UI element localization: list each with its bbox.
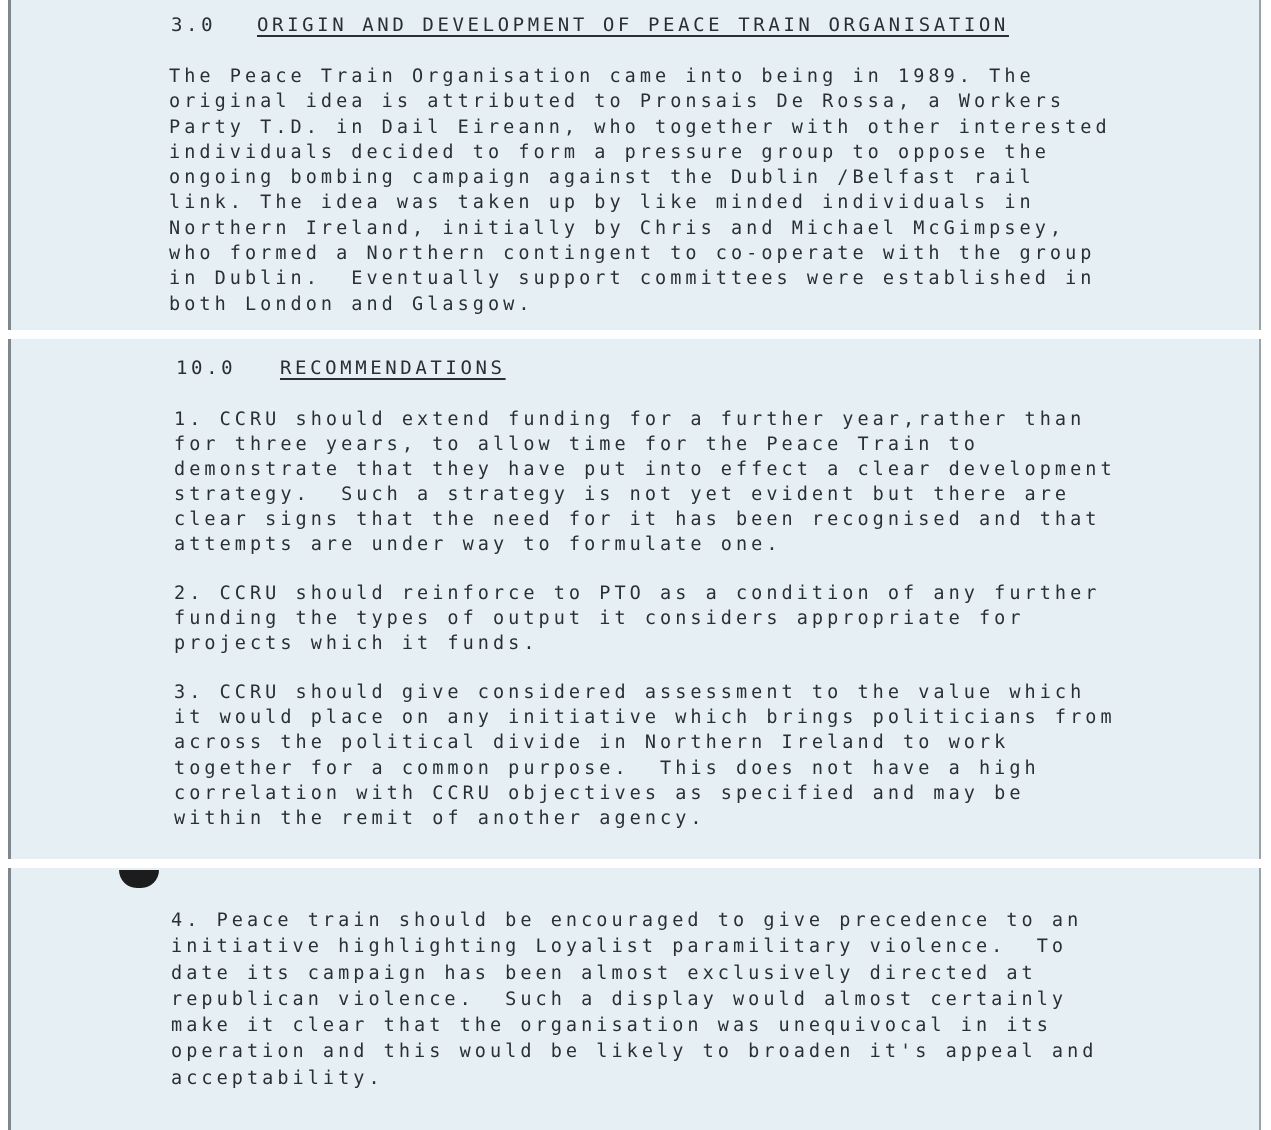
text-line: demonstrate that they have put into effect a clear development bbox=[174, 459, 1116, 480]
text-line: acceptability. bbox=[171, 1067, 384, 1089]
text-line: make it clear that the organisation was unequivocal in its bbox=[171, 1015, 1052, 1037]
text-line: across the political divide in Northern Ireland to work bbox=[174, 732, 1010, 754]
text-line: strategy. Such a strategy is not yet evident but there are bbox=[174, 484, 1071, 505]
text-line: individuals decided to form a pressure group to oppose the bbox=[169, 141, 1050, 163]
text-line: funding the types of output it considers appropriate for bbox=[174, 608, 1025, 629]
text-line: Party T.D. in Dail Eireann, who together with other interested bbox=[169, 116, 1111, 138]
text-line: in Dublin. Eventually support committees were established in bbox=[169, 268, 1096, 290]
text-line: 1. CCRU should extend funding for a further year,rather than bbox=[174, 409, 1086, 430]
page-excerpt-origin bbox=[8, 0, 1261, 330]
text-line: clear signs that the need for it has been recognised and that bbox=[174, 509, 1101, 530]
page-excerpt-recommendations bbox=[8, 339, 1261, 859]
text-line: attempts are under way to formulate one. bbox=[174, 534, 782, 555]
text-line: The Peace Train Organisation came into being in 1989. The bbox=[169, 66, 1035, 87]
text-line: for three years, to allow time for the Peace Train to bbox=[174, 434, 979, 455]
text-line: 4. Peace train should be encouraged to give precedence to an bbox=[171, 910, 1083, 931]
text-line: correlation with CCRU objectives as specified and may be bbox=[174, 782, 1025, 804]
text-line: projects which it funds. bbox=[174, 633, 539, 654]
text-line: Northern Ireland, initially by Chris and Michael McGimpsey, bbox=[169, 217, 1066, 239]
text-line: 3. CCRU should give considered assessment to the value which bbox=[174, 682, 1086, 703]
text-line: date its campaign has been almost exclusively directed at bbox=[171, 962, 1037, 984]
text-line: it would place on any initiative which brings politicians from bbox=[174, 707, 1116, 729]
recommendation-1 bbox=[174, 407, 1116, 557]
text-line: both London and Glasgow. bbox=[169, 293, 534, 315]
recommendation-3 bbox=[174, 680, 1116, 831]
section-heading-origin bbox=[171, 14, 1009, 36]
section-number: 3.0 bbox=[171, 14, 217, 36]
text-line: 2. CCRU should reinforce to PTO as a condition of any further bbox=[174, 583, 1101, 604]
text-line: original idea is attributed to Pronsais De Rossa, a Workers bbox=[169, 91, 1066, 113]
section-heading-recommendations bbox=[176, 357, 506, 379]
text-line: who formed a Northern contingent to co-operate with the group bbox=[169, 243, 1096, 265]
punch-hole-mark bbox=[119, 870, 159, 888]
recommendation-4 bbox=[171, 908, 1097, 1092]
section-number: 10.0 bbox=[176, 357, 237, 379]
text-line: republican violence. Such a display would almost certainly bbox=[171, 988, 1068, 1010]
text-line: within the remit of another agency. bbox=[174, 808, 706, 830]
recommendation-2 bbox=[174, 581, 1100, 656]
section-title: ORIGIN AND DEVELOPMENT OF PEACE TRAIN ORGANISATION bbox=[257, 14, 1009, 36]
text-line: operation and this would be likely to broaden it's appeal and bbox=[171, 1041, 1098, 1063]
text-line: link. The idea was taken up by like minded individuals in bbox=[169, 192, 1035, 214]
page-excerpt-recommendation-4 bbox=[8, 868, 1261, 1130]
origin-paragraph bbox=[169, 64, 1111, 317]
text-line: ongoing bombing campaign against the Dublin /Belfast rail bbox=[169, 167, 1035, 189]
text-line: initiative highlighting Loyalist paramilitary violence. To bbox=[171, 936, 1068, 958]
text-line: together for a common purpose. This does not have a high bbox=[174, 757, 1040, 779]
section-title: RECOMMENDATIONS bbox=[280, 357, 506, 379]
